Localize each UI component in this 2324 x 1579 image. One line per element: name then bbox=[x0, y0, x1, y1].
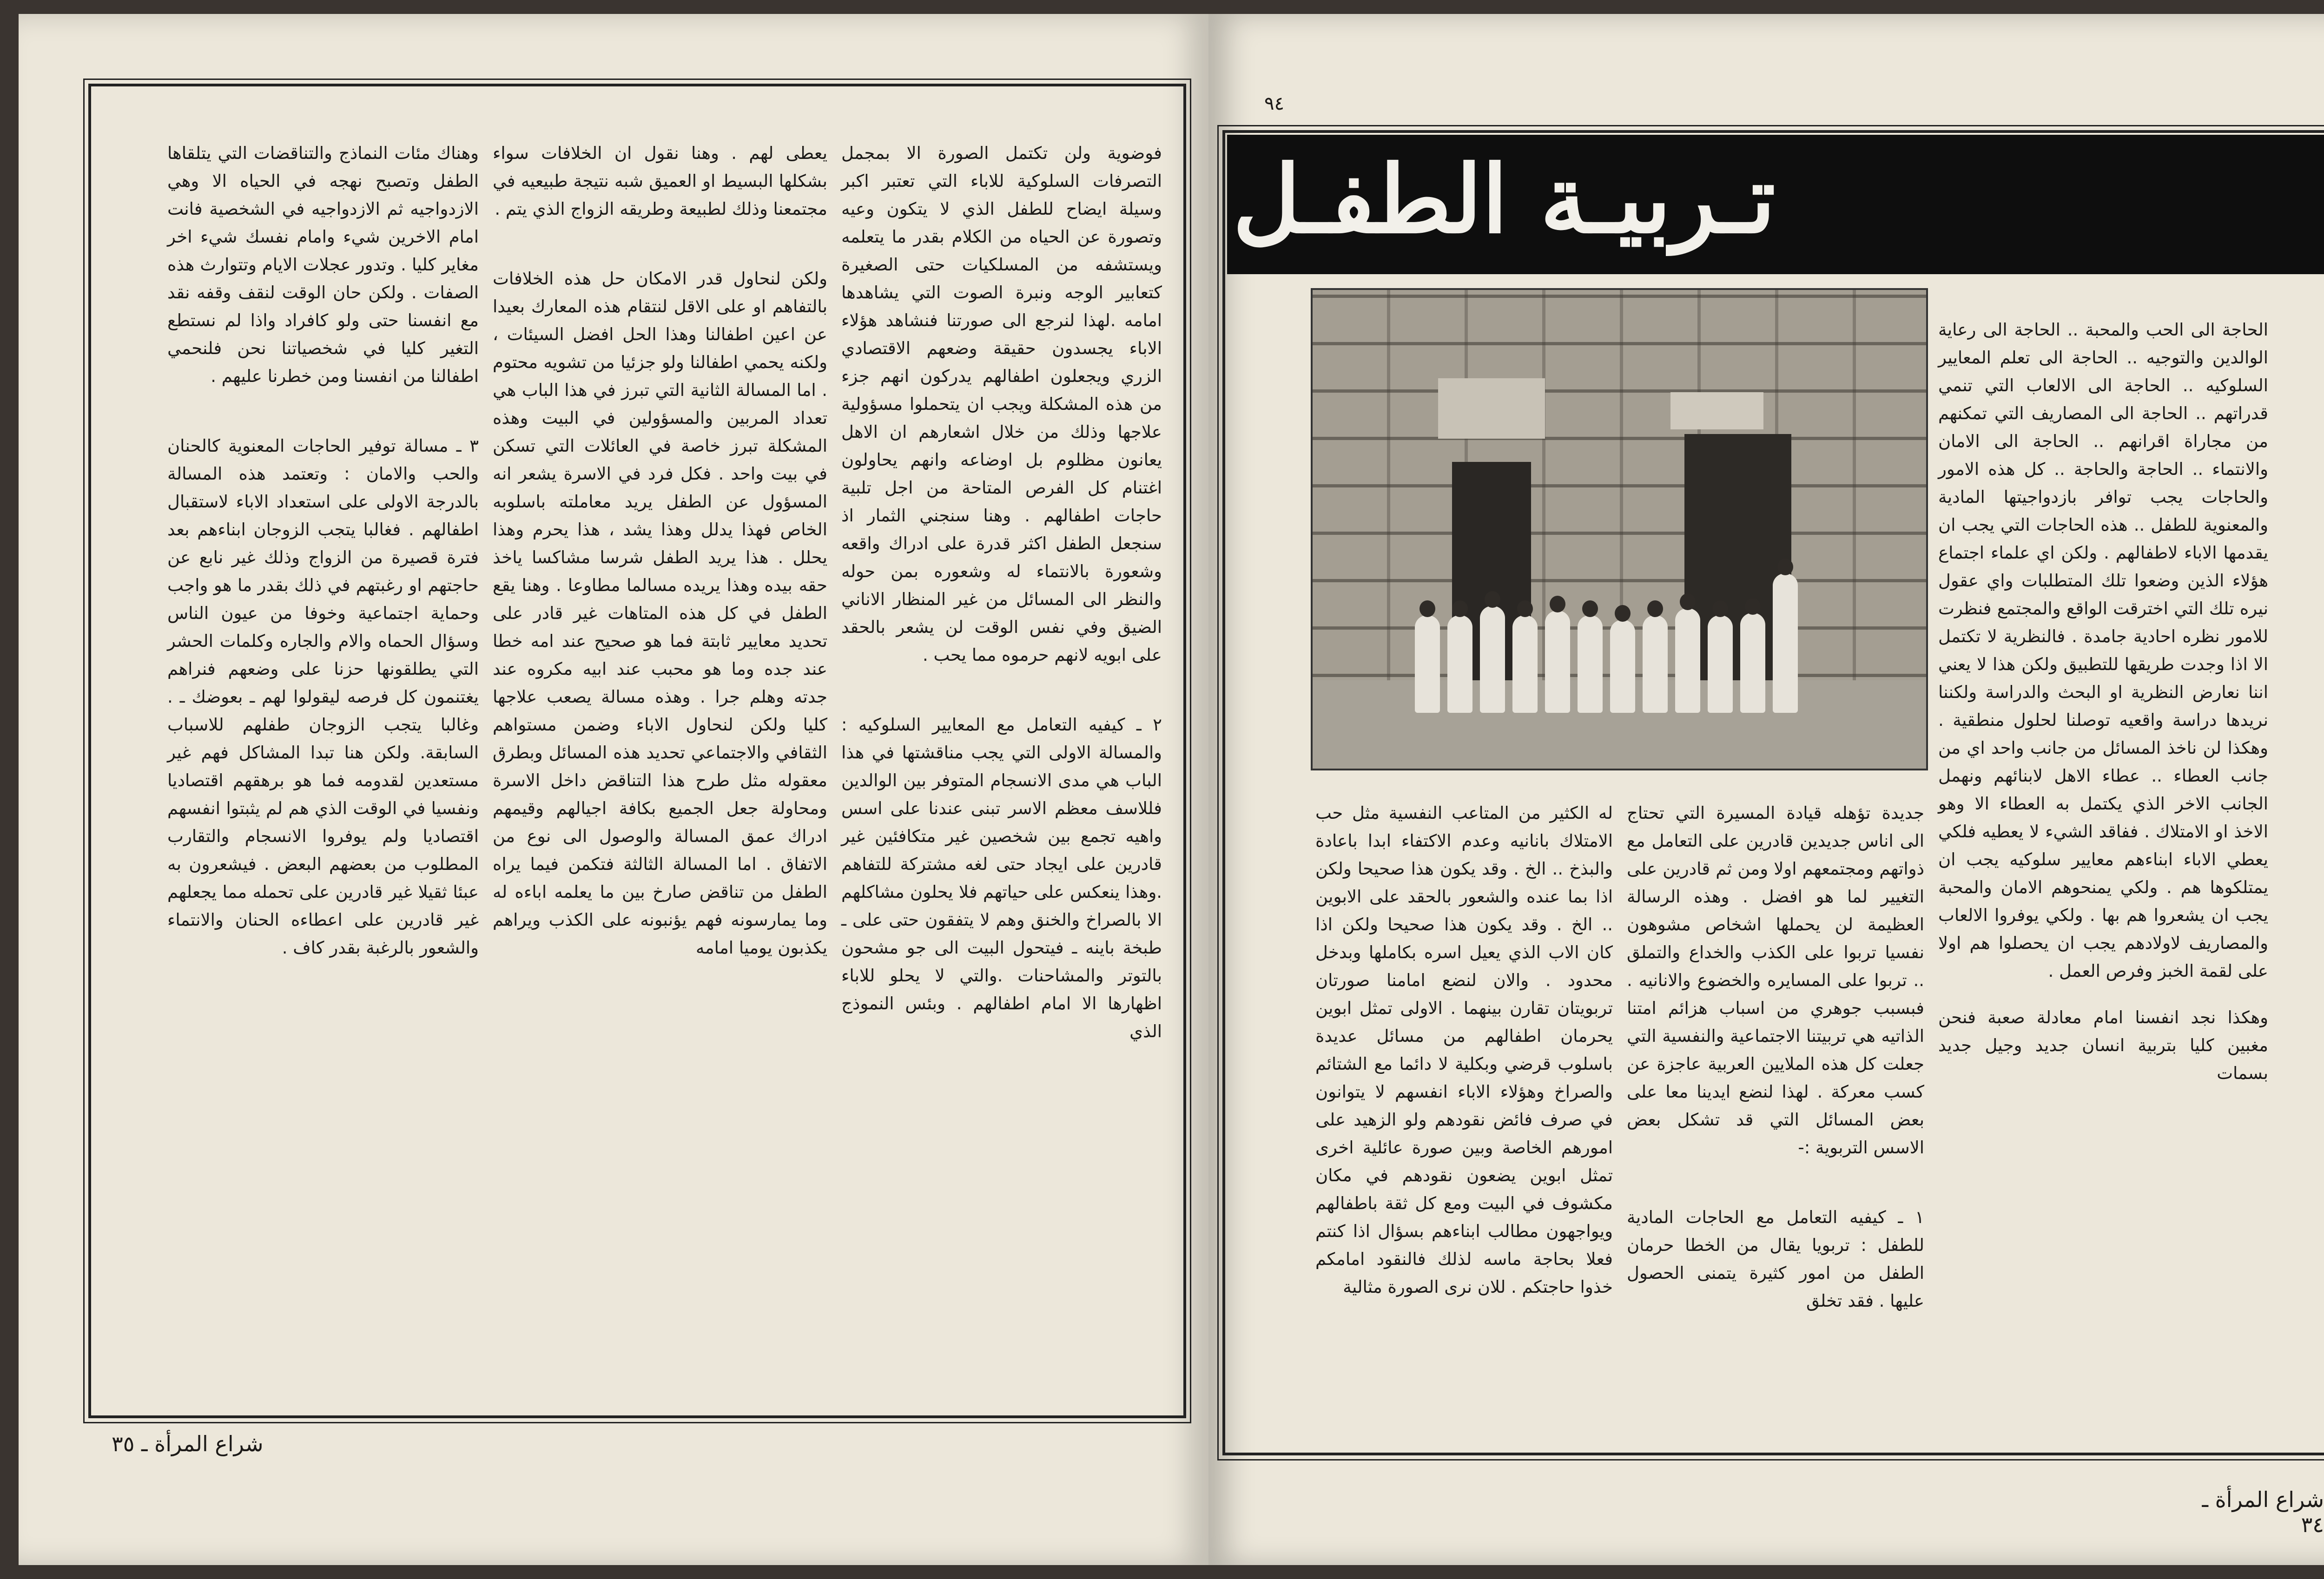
left-page-number: شراع المرأة ـ ٣٥ bbox=[112, 1431, 264, 1456]
paragraph: له الكثير من المتاعب النفسية مثل حب الامتلاك بانانيه وعدم الاكتفاء ابدا باعادة والبذخ .. الخ . وقد يكون هذا صحيحا ولكن اذا بما عنده والشعور بالحقد على الابوين .. الخ . وقد يكون هذا صحيحا ولكن اذا كان الاب الذي يعيل اسره بكاملها وبدخل محدود . والان لنضع امامنا صورتان تربويتان تقارن بينهما . الاولى تمثل ابوين يحرمان اطفالهم من مسائل عديدة باسلوب قرضي وبكلية لا دائما مع الشتائم والصراخ وهؤلاء الاباء انفسهم لا يتوانون في صرف فائض نقودهم ولو الزهيد على امورهم الخاصة وبين صورة عائلية اخرى تمثل ابوين يضعون نقودهم في مكان مكشوف في البيت ومع كل ثقة باطفالهم ويواجهون مطالب ابناءهم بسؤال اذا كنتم فعلا بحاجة ماسه لذلك فالنقود امامكم خذوا حاجتكم . للان نرى الصورة مثالية bbox=[1315, 803, 1613, 1297]
right-page-number: شراع المرأة ـ ٣٤ bbox=[2202, 1487, 2324, 1537]
left-column-3 bbox=[167, 139, 479, 980]
paragraph: جديدة تؤهله قيادة المسيرة التي تحتاج الى اناس جديدين قادرين على التعامل مع ذواتهم ومجتمعهم اولا ومن ثم قادرين على التغيير لما هو افضل . وهذه الرسالة العظيمة لن يحملها اشخاص مشوهون نفسيا تربوا على الكذب والخداع والتملق .. تربوا على المسايره والخضوع والانانيه . فبسبب جوهري من اسباب هزائم امتنا الذاتيه هي تربيتنا الاجتماعية والنفسية التي جعلت كل هذه الملايين العربية عاجزة عن كسب معركة . لهذا لنضع ايدينا معا على بعض المسائل التي قد تشكل بعض الاسس التربوية :- bbox=[1627, 803, 1924, 1158]
paragraph: يعطى لهم . وهنا نقول ان الخلافات سواء بشكلها البسيط او العميق شبه نتيجة طبيعيه في مجتمعنا وذلك لطبيعة وطريقه الزواج الذي يتم . bbox=[493, 143, 827, 219]
right-column-a bbox=[1938, 316, 2268, 1106]
paragraph: وهكذا نجد انفسنا امام معادلة صعبة فنحن مغبين كليا بتربية انسان جديد وجيل جديد بسمات bbox=[1938, 1007, 2268, 1083]
paragraph: فوضوية ولن تكتمل الصورة الا بمجمل التصرفات السلوكية للاباء التي تعتبر اكبر وسيلة ايضاح للطفل الذي لا يتكون وعيه وتصورة عن الحياه من الكلام بقدر ما يتعلمه ويستشفه من المسلكيات حتى الصغيرة كتعابير الوجه ونبرة الصوت التي يشاهدها امامه .لهذا لنرجع الى صورتنا فنشاهد هؤلاء الاباء يجسدون حقيقة وضعهم الاقتصادي الزري ويجعلون اطفالهم يدركون انهم جزء من هذه المشكلة ويجب ان يتحملوا مسؤولية علاجها وذلك من خلال اشعارهم ان الاهل يعانون مظلوم بل اوضاعه وانهم يحاولون اغتنام كل الفرص المتاحة من اجل تلبية حاجات اطفالهم . وهنا سنجني الثمار اذ سنجعل الطفل اكثر قدرة على ادراك واقعه وشعورة بالانتماء له وشعوره بمن حوله والنظر الى المسائل من غير المنظار الاناني الضيق وفي نفس الوقت لن يشعر بالحقد على ابويه لانهم حرموه مما يحب . bbox=[841, 143, 1162, 665]
right-column-c bbox=[1315, 799, 1613, 1320]
top-page-mark: ٩٤ bbox=[1264, 93, 1284, 114]
right-column-b bbox=[1627, 799, 1924, 1334]
paragraph: ٣ ـ مسالة توفير الحاجات المعنوية كالحنان والحب والامان : وتعتمد هذه المسالة بالدرجة الاولى على استعداد الاباء لاستقبال اطفالهم . فغالبا يتجب الزوجان ابناءهم بعد فترة قصيرة من الزواج وذلك غير نابع عن حاجتهم او رغبتهم في ذلك بقدر ما هو واجب وحماية اجتماعية وخوفا من عيون الناس وسؤال الحماه والام والجاره وكلمات الحشر التي يطلقونها حزنا على وضعهم فنراهم يغتنمون كل فرصه ليقولوا لهم ـ بعوضك ـ . وغالبا يتجب الزوجان طفلهم للاسباب السابقة. ولكن هنا تبدا المشاكل فهم غير مستعدين لقدومه فما هو برهقهم اقتصاديا ونفسيا في الوقت الذي هم لم يثبتوا انفسهم اقتصاديا ولم يوفروا الانسجام والتقارب المطلوب من بعضهم البعض . فيشعرون به عبئا ثقيلا غير قادرين على تحمله مما يجعلهم غير قادرين على اعطاءه الحنان والانتماء والشعور بالرغبة بقدر كاف . bbox=[167, 436, 479, 958]
paragraph: ولكن لنحاول قدر الامكان حل هذه الخلافات بالتفاهم او على الاقل لنتقام هذه المعارك بعيدا عن اعين اطفالنا وهذا الحل افضل السيئات ، ولكنه يحمي اطفالنا ولو جزئيا من تشويه محتوم . اما المسالة الثانية التي تبرز في هذا الباب هي تعداد المربين والمسؤولين في البيت وهذه المشكلة تبرز خاصة في العائلات التي تسكن في بيت واحد . فكل فرد في الاسرة يشعر انه المسؤول عن الطفل يريد معاملته باسلوبه الخاص فهذا يدلل وهذا يشد ، هذا يحرم وهذا يحلل . هذا يريد الطفل شرسا مشاكسا ياخذ حقه بيده وهذا يريده مسالما مطاوعا . وهنا يقع الطفل في كل هذه المتاهات غير قادر على تحديد معايير ثابتة فما هو صحيح عند امه خطا عند جده وما هو محبب عند ابيه مكروه عند جدته وهلم جرا . وهذه مسالة يصعب علاجها كليا ولكن لنحاول الاباء وضمن مستواهم الثقافي والاجتماعي تحديد هذه المسائل وبطرق معقوله مثل طرح هذا التناقض داخل الاسرة ومحاولة جعل الجميع بكافة اجيالهم وقيمهم ادراك عمق المسالة والوصول الى نوع من الاتفاق . اما المسالة الثالثة فتكمن فيما يراه الطفل من تناقض صارخ بين ما يعلمه اباءه له وما يمارسونه فهم يؤنبونه على الكذب ويراهم يكذبون يوميا امامه bbox=[493, 269, 827, 958]
paragraph: ١ ـ كيفيه التعامل مع الحاجات المادية للطفل : تربويا يقال من الخطا حرمان الطفل من امور كثيرة يتمنى الحصول عليها . فقد تخلق bbox=[1627, 1207, 1924, 1311]
article-title: تـربيـة الطفـل bbox=[1233, 145, 1776, 254]
paragraph: الحاجة الى الحب والمحبة .. الحاجة الى رعاية الوالدين والتوجيه .. الحاجة الى تعلم المعايير السلوكيه .. الحاجة الى الالعاب التي تنمي قدراتهم .. الحاجة الى المصاريف التي تمكنهم من مجاراة اقرانهم .. الحاجة الى الامان والانتماء .. الحاجة والحاجة .. كل هذه الامور والحاجات يجب توافر بازدواجيتها المادية والمعنوية للطفل .. هذه الحاجات التي يجب ان يقدمها الاباء لاطفالهم . ولكن اي علماء اجتماع هؤلاء الذين وضعوا تلك المتطلبات واي عقول نيره تلك التي اخترقت الواقع والمجتمع فنظرت للامور نظره احادية جامدة . فالنظرية لا تكتمل الا اذا وجدت طريقها للتطبيق ولكن هذا لا يعني اننا نعارض النظرية او البحث والدراسة ولكننا نريدها دراسة واقعيه توصلنا لحلول منطقية . وهكذا لن ناخذ المسائل من جانب واحد اي من جانب العطاء .. عطاء الاهل لابنائهم ونهمل الجانب الاخر الذي يكتمل به العطاء الا وهو الاخذ او الامتلاك . ففاقد الشيء لا يعطيه فلكي يعطي الاباء ابناءهم معايير سلوكيه يجب ان يمتلكوها هم . ولكي يمنحوهم الامان والمحبة يجب ان يشعروا هم بها . ولكي يوفروا الالعاب والمصاريف لاولادهم يجب ان يحصلوا هم اولا على لقمة الخبز وفرص العمل . bbox=[1938, 320, 2268, 981]
left-column-2 bbox=[493, 139, 827, 980]
paragraph: ٢ ـ كيفيه التعامل مع المعايير السلوكيه : والمسالة الاولى التي يجب مناقشتها في هذا الباب هي مدى الانسجام المتوفر بين الوالدين فللاسف معظم الاسر تبنى عندنا على اسس واهيه تجمع بين شخصين غير متكافئين غير قادرين على ايجاد حتى لغه مشتركة للتفاهم .وهذا ينعكس على حياتهم فلا يحلون مشاكلهم الا بالصراخ والخنق وهم لا يتفقون حتى على ـ طبخة باينه ـ فيتحول البيت الى جو مشحون بالتوتر والمشاحنات .والتي لا يحلو للاباء اظهارها الا امام اطفالهم . وبئس النموذج الذي bbox=[841, 715, 1162, 1041]
schoolchildren-photo bbox=[1311, 288, 1928, 770]
left-column-1 bbox=[841, 139, 1162, 1064]
paragraph: وهناك مئات النماذج والتناقضات التي يتلقاها الطفل وتصبح نهجه في الحياه الا وهي الازدواجيه ثم الازدواجيه في الشخصية فانت امام الاخرين شيء وامام نفسك شيء اخر مغاير كليا . وتدور عجلات الايام وتتوارث هذه الصفات . ولكن حان الوقت لنقف وقفه نقد مع انفسنا حتى ولو كافراد واذا لم نستطع التغير كليا في شخصياتنا نحن فلنحمي اطفالنا من انفسنا ومن خطرنا عليهم . bbox=[167, 143, 479, 386]
